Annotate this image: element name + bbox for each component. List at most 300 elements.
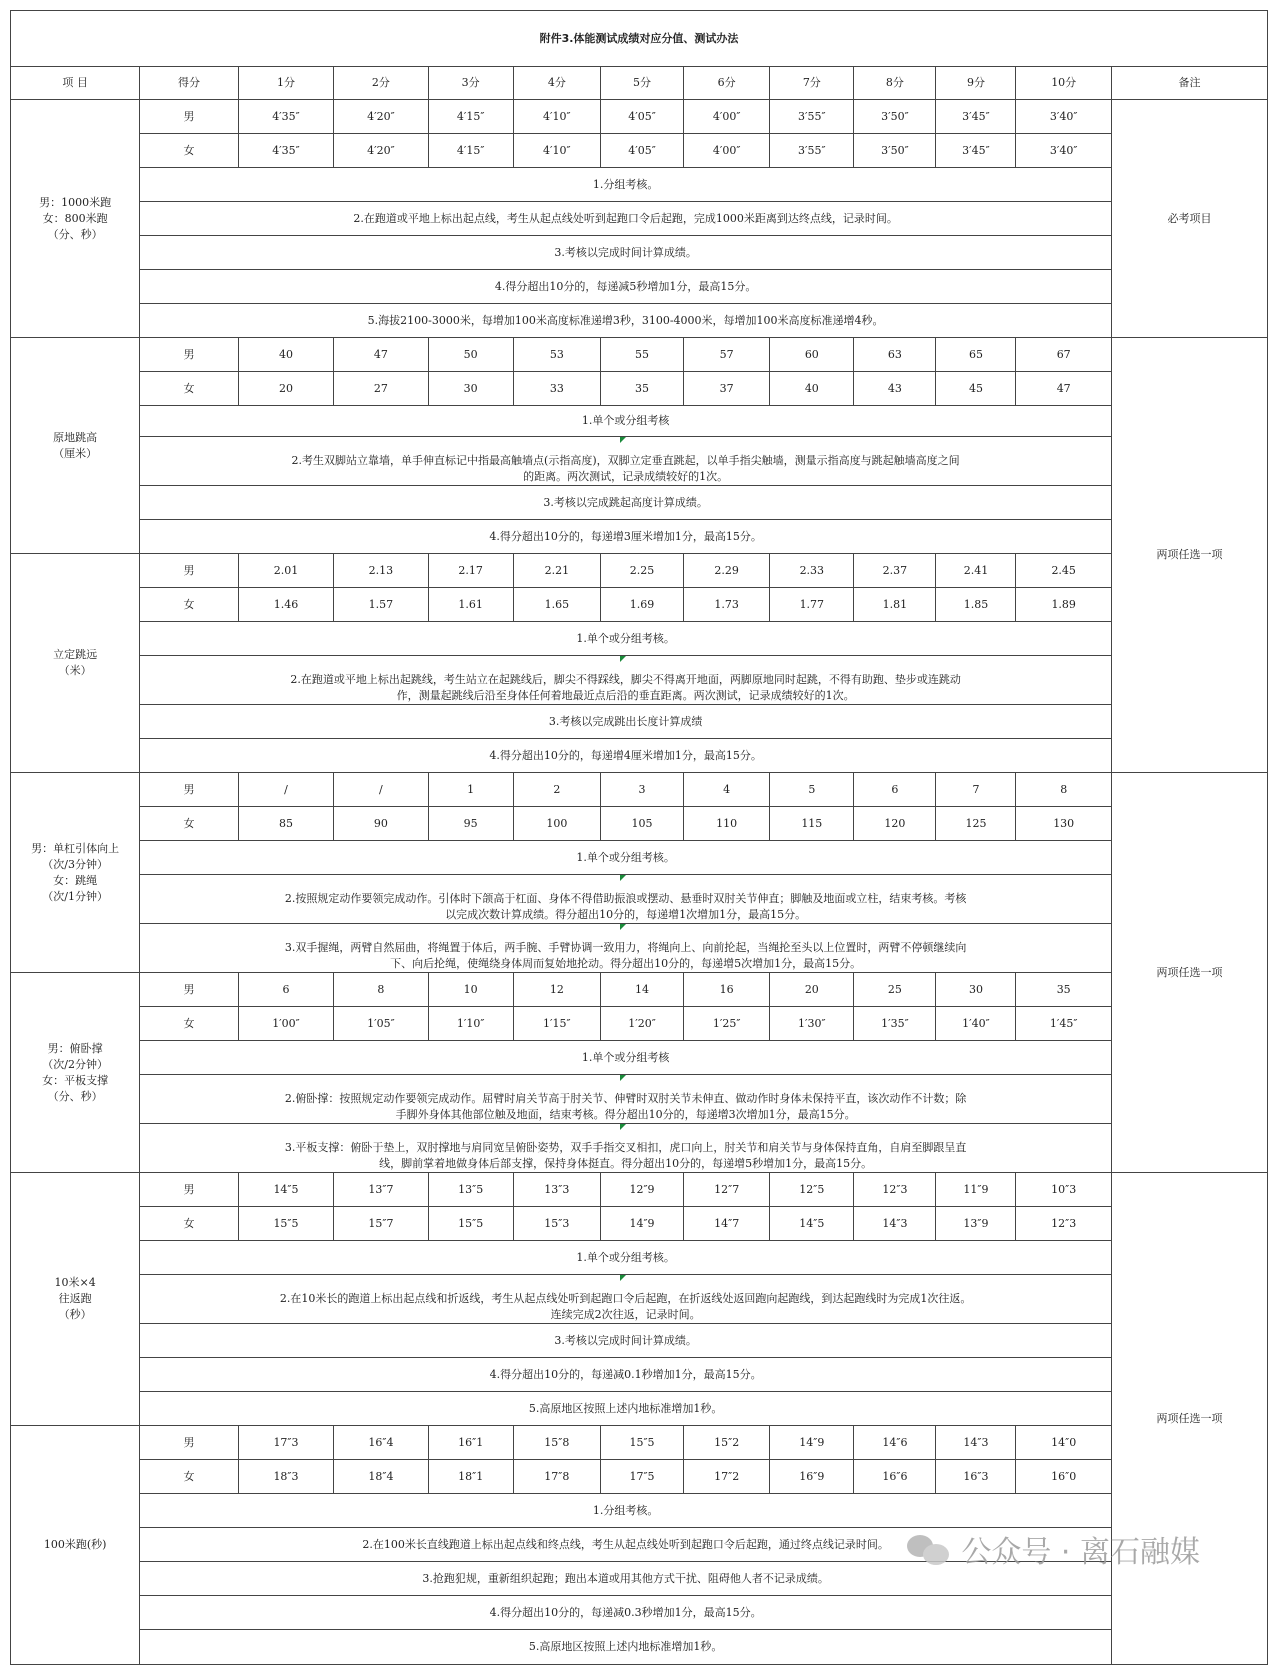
female-score-cell: 4′15″	[428, 134, 513, 168]
watermark-text: 公众号 · 离石融媒	[961, 1535, 1200, 1570]
male-score-cell: 16″1	[428, 1426, 513, 1460]
male-score-cell: 11″9	[936, 1173, 1016, 1207]
header-score: 得分	[140, 67, 239, 100]
note-marker-icon	[620, 1075, 626, 1081]
male-score-cell: 17″3	[238, 1426, 333, 1460]
gender-label-female: 女	[140, 372, 239, 406]
rule-row	[11, 1324, 1268, 1358]
test-method-line: 1.单个或分组考核。	[576, 631, 675, 645]
rule-row	[11, 1494, 1268, 1528]
test-method-line: 4.得分超出10分的，每递增4厘米增加1分，最高15分。	[489, 748, 762, 762]
male-score-cell: /	[334, 773, 428, 807]
gender-label-female: 女	[140, 807, 239, 841]
female-score-cell: 33	[513, 372, 600, 406]
rule-row	[11, 520, 1268, 554]
rule-row	[11, 486, 1268, 520]
remark-cell: 两项任选一项	[1111, 1173, 1267, 1665]
test-method-line: 1.单个或分组考核	[581, 414, 670, 427]
female-score-cell: 4′00″	[684, 134, 770, 168]
male-score-cell: 8	[1016, 773, 1111, 807]
male-score-cell: 3′55″	[770, 100, 854, 134]
test-method-cell	[140, 1630, 1112, 1665]
test-method-cell	[140, 841, 1112, 875]
test-method-line: 4.得分超出10分的，每递增3厘米增加1分，最高15分。	[489, 529, 762, 543]
male-score-cell: 3′50″	[854, 100, 936, 134]
score-row-male	[11, 100, 1268, 134]
male-score-cell: 4′20″	[334, 100, 428, 134]
test-method-cell	[140, 656, 1112, 705]
rule-row	[11, 841, 1268, 875]
female-score-cell: 120	[854, 807, 936, 841]
header-remark: 备注	[1111, 67, 1267, 100]
score-row-male	[11, 554, 1268, 588]
test-method-line: 2.在跑道或平地上标出起跳线，考生站立在起跳线后，脚尖不得踩线，脚尖不得离开地面，两脚原地同时起跳，不得有助跑、垫步或连跳动	[290, 673, 961, 686]
header-item: 项 目	[11, 67, 140, 100]
gender-label-male: 男	[140, 773, 239, 807]
female-score-cell: 1.46	[238, 588, 333, 622]
female-score-cell: 1′05″	[334, 1007, 428, 1041]
female-score-cell: 125	[936, 807, 1016, 841]
female-score-cell: 37	[684, 372, 770, 406]
female-score-cell: 1.69	[600, 588, 683, 622]
test-method-cell	[140, 875, 1112, 924]
gender-label-male: 男	[140, 338, 239, 372]
test-method-line: 3.考核以完成时间计算成绩。	[554, 1333, 697, 1347]
test-method-line: 3.考核以完成时间计算成绩。	[554, 245, 697, 259]
item-name-line: 女：800米跑	[42, 211, 108, 225]
rule-row	[11, 924, 1268, 973]
test-method-cell	[140, 1358, 1112, 1392]
rule-row	[11, 1124, 1268, 1173]
score-row-male	[11, 1173, 1268, 1207]
male-score-cell: 3′40″	[1016, 100, 1111, 134]
test-method-line: 2.考生双脚站立靠墙，单手伸直标记中指最高触墙点(示指高度)，双脚立定垂直跳起，以单手指尖触墙，测量示指高度与跳起触墙高度之间	[291, 454, 960, 467]
test-method-line: 手脚外身体其他部位触及地面，结束考核。得分超出10分的，每递增3次增加1分，最高15分。	[395, 1108, 856, 1121]
test-method-cell	[140, 1075, 1112, 1124]
female-score-cell: 1′20″	[600, 1007, 683, 1041]
header-1: 1分	[238, 67, 333, 100]
test-method-cell	[140, 1324, 1112, 1358]
female-score-cell: 40	[770, 372, 854, 406]
male-score-cell: 55	[600, 338, 683, 372]
fitness-score-table	[10, 10, 1268, 1665]
test-method-line: 3.平板支撑：俯卧于垫上，双肘撑地与肩同宽呈俯卧姿势，双手手指交叉相扣，虎口向上，肘关节和肩关节与身体保持直角，自肩至脚跟呈直	[284, 1141, 967, 1154]
rule-row	[11, 1358, 1268, 1392]
test-method-cell	[140, 168, 1112, 202]
item-name-cell	[11, 773, 140, 973]
rule-row	[11, 236, 1268, 270]
test-method-line: 3.双手握绳，两臂自然屈曲，将绳置于体后，两手腕、手臂协调一致用力，将绳向上、向前抡起，当绳抡至头以上位置时，两臂不停顿继续向	[284, 941, 967, 954]
male-score-cell: 4′35″	[238, 100, 333, 134]
test-method-line: 2.在10米长的跑道上标出起点线和折返线，考生从起点线处听到起跑口令后起跑，在折返线处返回跑向起跑线，到达起跑线时为完成1次往返。	[279, 1292, 972, 1305]
test-method-line: 5.高原地区按照上述内地标准增加1秒。	[528, 1401, 723, 1415]
male-score-cell: 12	[513, 973, 600, 1007]
female-score-cell: 90	[334, 807, 428, 841]
male-score-cell: 10″3	[1016, 1173, 1111, 1207]
item-name-line: 原地跳高	[53, 430, 98, 444]
male-score-cell: 2	[513, 773, 600, 807]
female-score-cell: 17″5	[600, 1460, 683, 1494]
item-name-cell	[11, 1173, 140, 1426]
rule-row	[11, 202, 1268, 236]
male-score-cell: 30	[936, 973, 1016, 1007]
score-row-female	[11, 588, 1268, 622]
header-5: 5分	[600, 67, 683, 100]
female-score-cell: 130	[1016, 807, 1111, 841]
male-score-cell: 13″7	[334, 1173, 428, 1207]
test-method-line: 1.单个或分组考核	[581, 1050, 670, 1064]
female-score-cell: 16″0	[1016, 1460, 1111, 1494]
male-score-cell: 65	[936, 338, 1016, 372]
female-score-cell: 16″9	[770, 1460, 854, 1494]
female-score-cell: 14″5	[770, 1207, 854, 1241]
female-score-cell: 17″2	[684, 1460, 770, 1494]
female-score-cell: 3′45″	[936, 134, 1016, 168]
female-score-cell: 12″3	[1016, 1207, 1111, 1241]
score-row-female	[11, 372, 1268, 406]
male-score-cell: 15″5	[600, 1426, 683, 1460]
rule-row	[11, 168, 1268, 202]
test-method-line: 1.单个或分组考核。	[576, 850, 675, 864]
gender-label-female: 女	[140, 1460, 239, 1494]
item-name-cell	[11, 100, 140, 338]
male-score-cell: 2.25	[600, 554, 683, 588]
male-score-cell: 3′45″	[936, 100, 1016, 134]
remark-cell: 两项任选一项	[1111, 338, 1267, 773]
item-name-line: 10米×4	[54, 1276, 96, 1289]
female-score-cell: 1.89	[1016, 588, 1111, 622]
male-score-cell: 6	[238, 973, 333, 1007]
item-name-line: （厘米）	[53, 446, 98, 460]
item-name-line: （次/3分钟）	[42, 857, 108, 871]
male-score-cell: 47	[334, 338, 428, 372]
male-score-cell: 15″2	[684, 1426, 770, 1460]
test-method-cell	[140, 1124, 1112, 1173]
rule-row	[11, 739, 1268, 773]
item-name-line: （秒）	[58, 1308, 92, 1321]
test-method-cell	[140, 924, 1112, 973]
male-score-cell: 53	[513, 338, 600, 372]
item-name-cell	[11, 338, 140, 554]
rule-row	[11, 1392, 1268, 1426]
female-score-cell: 3′55″	[770, 134, 854, 168]
rule-row	[11, 1630, 1268, 1665]
score-row-female	[11, 1207, 1268, 1241]
female-score-cell: 1′00″	[238, 1007, 333, 1041]
female-score-cell: 1′45″	[1016, 1007, 1111, 1041]
score-row-female	[11, 1007, 1268, 1041]
female-score-cell: 13″9	[936, 1207, 1016, 1241]
item-name-line: （次/1分钟）	[42, 889, 108, 903]
male-score-cell: 2.45	[1016, 554, 1111, 588]
male-score-cell: /	[238, 773, 333, 807]
note-marker-icon	[620, 875, 626, 881]
female-score-cell: 1′35″	[854, 1007, 936, 1041]
item-name-line: 女：平板支撑	[42, 1073, 109, 1087]
item-name-line: 女：跳绳	[53, 873, 98, 887]
male-score-cell: 16″4	[334, 1426, 428, 1460]
score-row-male	[11, 1426, 1268, 1460]
female-score-cell: 35	[600, 372, 683, 406]
male-score-cell: 13″3	[513, 1173, 600, 1207]
female-score-cell: 45	[936, 372, 1016, 406]
page-title: 附件3.体能测试成绩对应分值、测试办法	[11, 11, 1268, 67]
gender-label-female: 女	[140, 134, 239, 168]
test-method-cell	[140, 437, 1112, 486]
score-row-male	[11, 338, 1268, 372]
female-score-cell: 1.57	[334, 588, 428, 622]
female-score-cell: 18″1	[428, 1460, 513, 1494]
male-score-cell: 50	[428, 338, 513, 372]
note-marker-icon	[620, 437, 626, 443]
female-score-cell: 15″5	[238, 1207, 333, 1241]
rule-row	[11, 656, 1268, 705]
female-score-cell: 4′10″	[513, 134, 600, 168]
male-score-cell: 67	[1016, 338, 1111, 372]
header-8: 8分	[854, 67, 936, 100]
male-score-cell: 2.21	[513, 554, 600, 588]
item-name-line: 立定跳远	[53, 648, 98, 661]
header-3: 3分	[428, 67, 513, 100]
female-score-cell: 18″4	[334, 1460, 428, 1494]
test-method-line: 4.得分超出10分的，每递减0.3秒增加1分，最高15分。	[489, 1605, 762, 1619]
test-method-line: 2.按照规定动作要领完成动作。引体时下颌高于杠面、身体不得借助振浪或摆动、悬垂时双肘关节伸直；脚触及地面或立柱，结束考核。考核	[284, 892, 967, 905]
male-score-cell: 8	[334, 973, 428, 1007]
test-method-cell	[140, 1275, 1112, 1324]
remark-cell: 两项任选一项	[1111, 773, 1267, 1173]
test-method-cell	[140, 1392, 1112, 1426]
female-score-cell: 1.61	[428, 588, 513, 622]
female-score-cell: 43	[854, 372, 936, 406]
test-method-line: 1.单个或分组考核。	[576, 1250, 675, 1264]
male-score-cell: 4′05″	[600, 100, 683, 134]
test-method-cell	[140, 304, 1112, 338]
rule-row	[11, 1275, 1268, 1324]
gender-label-female: 女	[140, 1207, 239, 1241]
header-9: 9分	[936, 67, 1016, 100]
female-score-cell: 1.77	[770, 588, 854, 622]
score-row-female	[11, 1460, 1268, 1494]
female-score-cell: 1.85	[936, 588, 1016, 622]
note-marker-icon	[620, 1275, 626, 1281]
rule-row	[11, 705, 1268, 739]
gender-label-female: 女	[140, 588, 239, 622]
female-score-cell: 15″5	[428, 1207, 513, 1241]
item-name-line: 男：1000米跑	[39, 195, 112, 209]
rule-row	[11, 270, 1268, 304]
item-name-line: （米）	[58, 664, 92, 677]
female-score-cell: 4′35″	[238, 134, 333, 168]
male-score-cell: 4′10″	[513, 100, 600, 134]
female-score-cell: 15″7	[334, 1207, 428, 1241]
test-method-cell	[140, 406, 1112, 437]
rule-row	[11, 875, 1268, 924]
header-row	[11, 67, 1268, 100]
rule-row	[11, 1041, 1268, 1075]
header-6: 6分	[684, 67, 770, 100]
male-score-cell: 14″3	[936, 1426, 1016, 1460]
watermark	[907, 1527, 1200, 1571]
male-score-cell: 13″5	[428, 1173, 513, 1207]
male-score-cell: 7	[936, 773, 1016, 807]
test-method-line: 2.在跑道或平地上标出起点线，考生从起点线处听到起跑口令后起跑，完成1000米距离到达终点线，记录时间。	[353, 211, 898, 225]
rule-row	[11, 304, 1268, 338]
item-name-cell	[11, 973, 140, 1173]
gender-label-male: 男	[140, 100, 239, 134]
female-score-cell: 14″7	[684, 1207, 770, 1241]
male-score-cell: 25	[854, 973, 936, 1007]
test-method-line: 3.考核以完成跳出长度计算成绩	[548, 714, 703, 728]
test-method-cell	[140, 270, 1112, 304]
female-score-cell: 1.73	[684, 588, 770, 622]
test-method-cell	[140, 1596, 1112, 1630]
header-7: 7分	[770, 67, 854, 100]
test-method-line: 3.考核以完成跳起高度计算成绩。	[543, 495, 708, 509]
rule-row	[11, 1075, 1268, 1124]
item-name-line: 男：单杠引体向上	[31, 841, 120, 855]
male-score-cell: 12″7	[684, 1173, 770, 1207]
female-score-cell: 20	[238, 372, 333, 406]
female-score-cell: 85	[238, 807, 333, 841]
male-score-cell: 15″8	[513, 1426, 600, 1460]
female-score-cell: 1.81	[854, 588, 936, 622]
score-row-female	[11, 134, 1268, 168]
test-method-cell	[140, 1494, 1112, 1528]
test-method-line: 下、向后抡绳，使绳绕身体周而复始地抡动。得分超出10分的，每递增5次增加1分，最高15分。	[390, 957, 862, 970]
gender-label-male: 男	[140, 554, 239, 588]
test-method-line: 2.俯卧撑：按照规定动作要领完成动作。屈臂时肩关节高于肘关节、伸臂时双肘关节未伸直、做动作时身体未保持平直，该次动作不计数；除	[284, 1092, 967, 1105]
item-name-line: （分、秒）	[47, 1089, 103, 1103]
item-name-line: 100米跑(秒)	[43, 1538, 107, 1551]
male-score-cell: 14″6	[854, 1426, 936, 1460]
male-score-cell: 2.01	[238, 554, 333, 588]
male-score-cell: 10	[428, 973, 513, 1007]
test-method-cell	[140, 236, 1112, 270]
item-name-line: 男：俯卧撑	[47, 1041, 103, 1055]
wechat-logo-icon	[907, 1531, 951, 1567]
female-score-cell: 4′20″	[334, 134, 428, 168]
female-score-cell: 16″6	[854, 1460, 936, 1494]
female-score-cell: 105	[600, 807, 683, 841]
male-score-cell: 57	[684, 338, 770, 372]
rule-row	[11, 1241, 1268, 1275]
male-score-cell: 2.37	[854, 554, 936, 588]
female-score-cell: 3′40″	[1016, 134, 1111, 168]
male-score-cell: 14	[600, 973, 683, 1007]
note-marker-icon	[620, 656, 626, 662]
note-marker-icon	[620, 924, 626, 930]
test-method-cell	[140, 486, 1112, 520]
gender-label-male: 男	[140, 973, 239, 1007]
male-score-cell: 1	[428, 773, 513, 807]
test-method-line: 4.得分超出10分的，每递减0.1秒增加1分，最高15分。	[489, 1367, 762, 1381]
test-method-line: 5.海拔2100-3000米，每增加100米高度标准递增3秒，3100-4000米，每增加100米高度标准递增4秒。	[367, 313, 884, 327]
test-method-line: 3.抢跑犯规，重新组织起跑；跑出本道或用其他方式干扰、阻碍他人者不记录成绩。	[422, 1571, 829, 1585]
female-score-cell: 14″9	[600, 1207, 683, 1241]
female-score-cell: 27	[334, 372, 428, 406]
rule-row	[11, 1596, 1268, 1630]
male-score-cell: 16	[684, 973, 770, 1007]
test-method-line: 作，测量起跳线后沿至身体任何着地最近点后沿的垂直距离。两次测试，记录成绩较好的1次。	[396, 689, 855, 702]
test-method-line: 连续完成2次往返，记录时间。	[550, 1308, 701, 1321]
male-score-cell: 12″5	[770, 1173, 854, 1207]
gender-label-male: 男	[140, 1173, 239, 1207]
test-method-cell	[140, 739, 1112, 773]
male-score-cell: 40	[238, 338, 333, 372]
test-method-line: 4.得分超出10分的，每递减5秒增加1分，最高15分。	[494, 279, 757, 293]
test-method-line: 2.在100米长直线跑道上标出起点线和终点线，考生从起点线处听到起跑口令后起跑，通过终点线记录时间。	[362, 1537, 889, 1551]
test-method-line: 的距离。两次测试，记录成绩较好的1次。	[523, 470, 729, 483]
female-score-cell: 30	[428, 372, 513, 406]
rule-row	[11, 622, 1268, 656]
female-score-cell: 95	[428, 807, 513, 841]
gender-label-male: 男	[140, 1426, 239, 1460]
female-score-cell: 1′40″	[936, 1007, 1016, 1041]
remark-cell: 必考项目	[1111, 100, 1267, 338]
test-method-cell	[140, 705, 1112, 739]
test-method-cell	[140, 1241, 1112, 1275]
score-row-male	[11, 773, 1268, 807]
male-score-cell: 35	[1016, 973, 1111, 1007]
female-score-cell: 1′30″	[770, 1007, 854, 1041]
test-method-line: 1.分组考核。	[592, 1503, 659, 1517]
male-score-cell: 14″9	[770, 1426, 854, 1460]
item-name-cell	[11, 1426, 140, 1665]
male-score-cell: 12″3	[854, 1173, 936, 1207]
test-method-line: 以完成次数计算成绩。得分超出10分的，每递增1次增加1分，最高15分。	[445, 908, 807, 921]
female-score-cell: 3′50″	[854, 134, 936, 168]
male-score-cell: 20	[770, 973, 854, 1007]
male-score-cell: 2.13	[334, 554, 428, 588]
test-method-cell	[140, 622, 1112, 656]
item-name-line: 往返跑	[58, 1292, 92, 1305]
male-score-cell: 4	[684, 773, 770, 807]
female-score-cell: 1′10″	[428, 1007, 513, 1041]
male-score-cell: 14″0	[1016, 1426, 1111, 1460]
header-2: 2分	[334, 67, 428, 100]
female-score-cell: 47	[1016, 372, 1111, 406]
test-method-line: 1.分组考核。	[592, 177, 659, 191]
male-score-cell: 3	[600, 773, 683, 807]
female-score-cell: 18″3	[238, 1460, 333, 1494]
female-score-cell: 17″8	[513, 1460, 600, 1494]
female-score-cell: 1.65	[513, 588, 600, 622]
item-name-line: （分、秒）	[47, 227, 103, 241]
female-score-cell: 1′25″	[684, 1007, 770, 1041]
gender-label-female: 女	[140, 1007, 239, 1041]
score-row-male	[11, 973, 1268, 1007]
rule-row	[11, 406, 1268, 437]
female-score-cell: 1′15″	[513, 1007, 600, 1041]
test-method-cell	[140, 1041, 1112, 1075]
header-10: 10分	[1016, 67, 1111, 100]
male-score-cell: 12″9	[600, 1173, 683, 1207]
note-marker-icon	[620, 1124, 626, 1130]
item-name-cell	[11, 554, 140, 773]
male-score-cell: 14″5	[238, 1173, 333, 1207]
header-4: 4分	[513, 67, 600, 100]
male-score-cell: 5	[770, 773, 854, 807]
male-score-cell: 60	[770, 338, 854, 372]
test-method-line: 线，脚前掌着地做身体后部支撑，保持身体挺直。得分超出10分的，每递增5秒增加1分，最高15分。	[379, 1157, 873, 1170]
female-score-cell: 16″3	[936, 1460, 1016, 1494]
male-score-cell: 4′15″	[428, 100, 513, 134]
rule-row	[11, 437, 1268, 486]
male-score-cell: 2.33	[770, 554, 854, 588]
female-score-cell: 15″3	[513, 1207, 600, 1241]
male-score-cell: 2.17	[428, 554, 513, 588]
test-method-cell	[140, 520, 1112, 554]
